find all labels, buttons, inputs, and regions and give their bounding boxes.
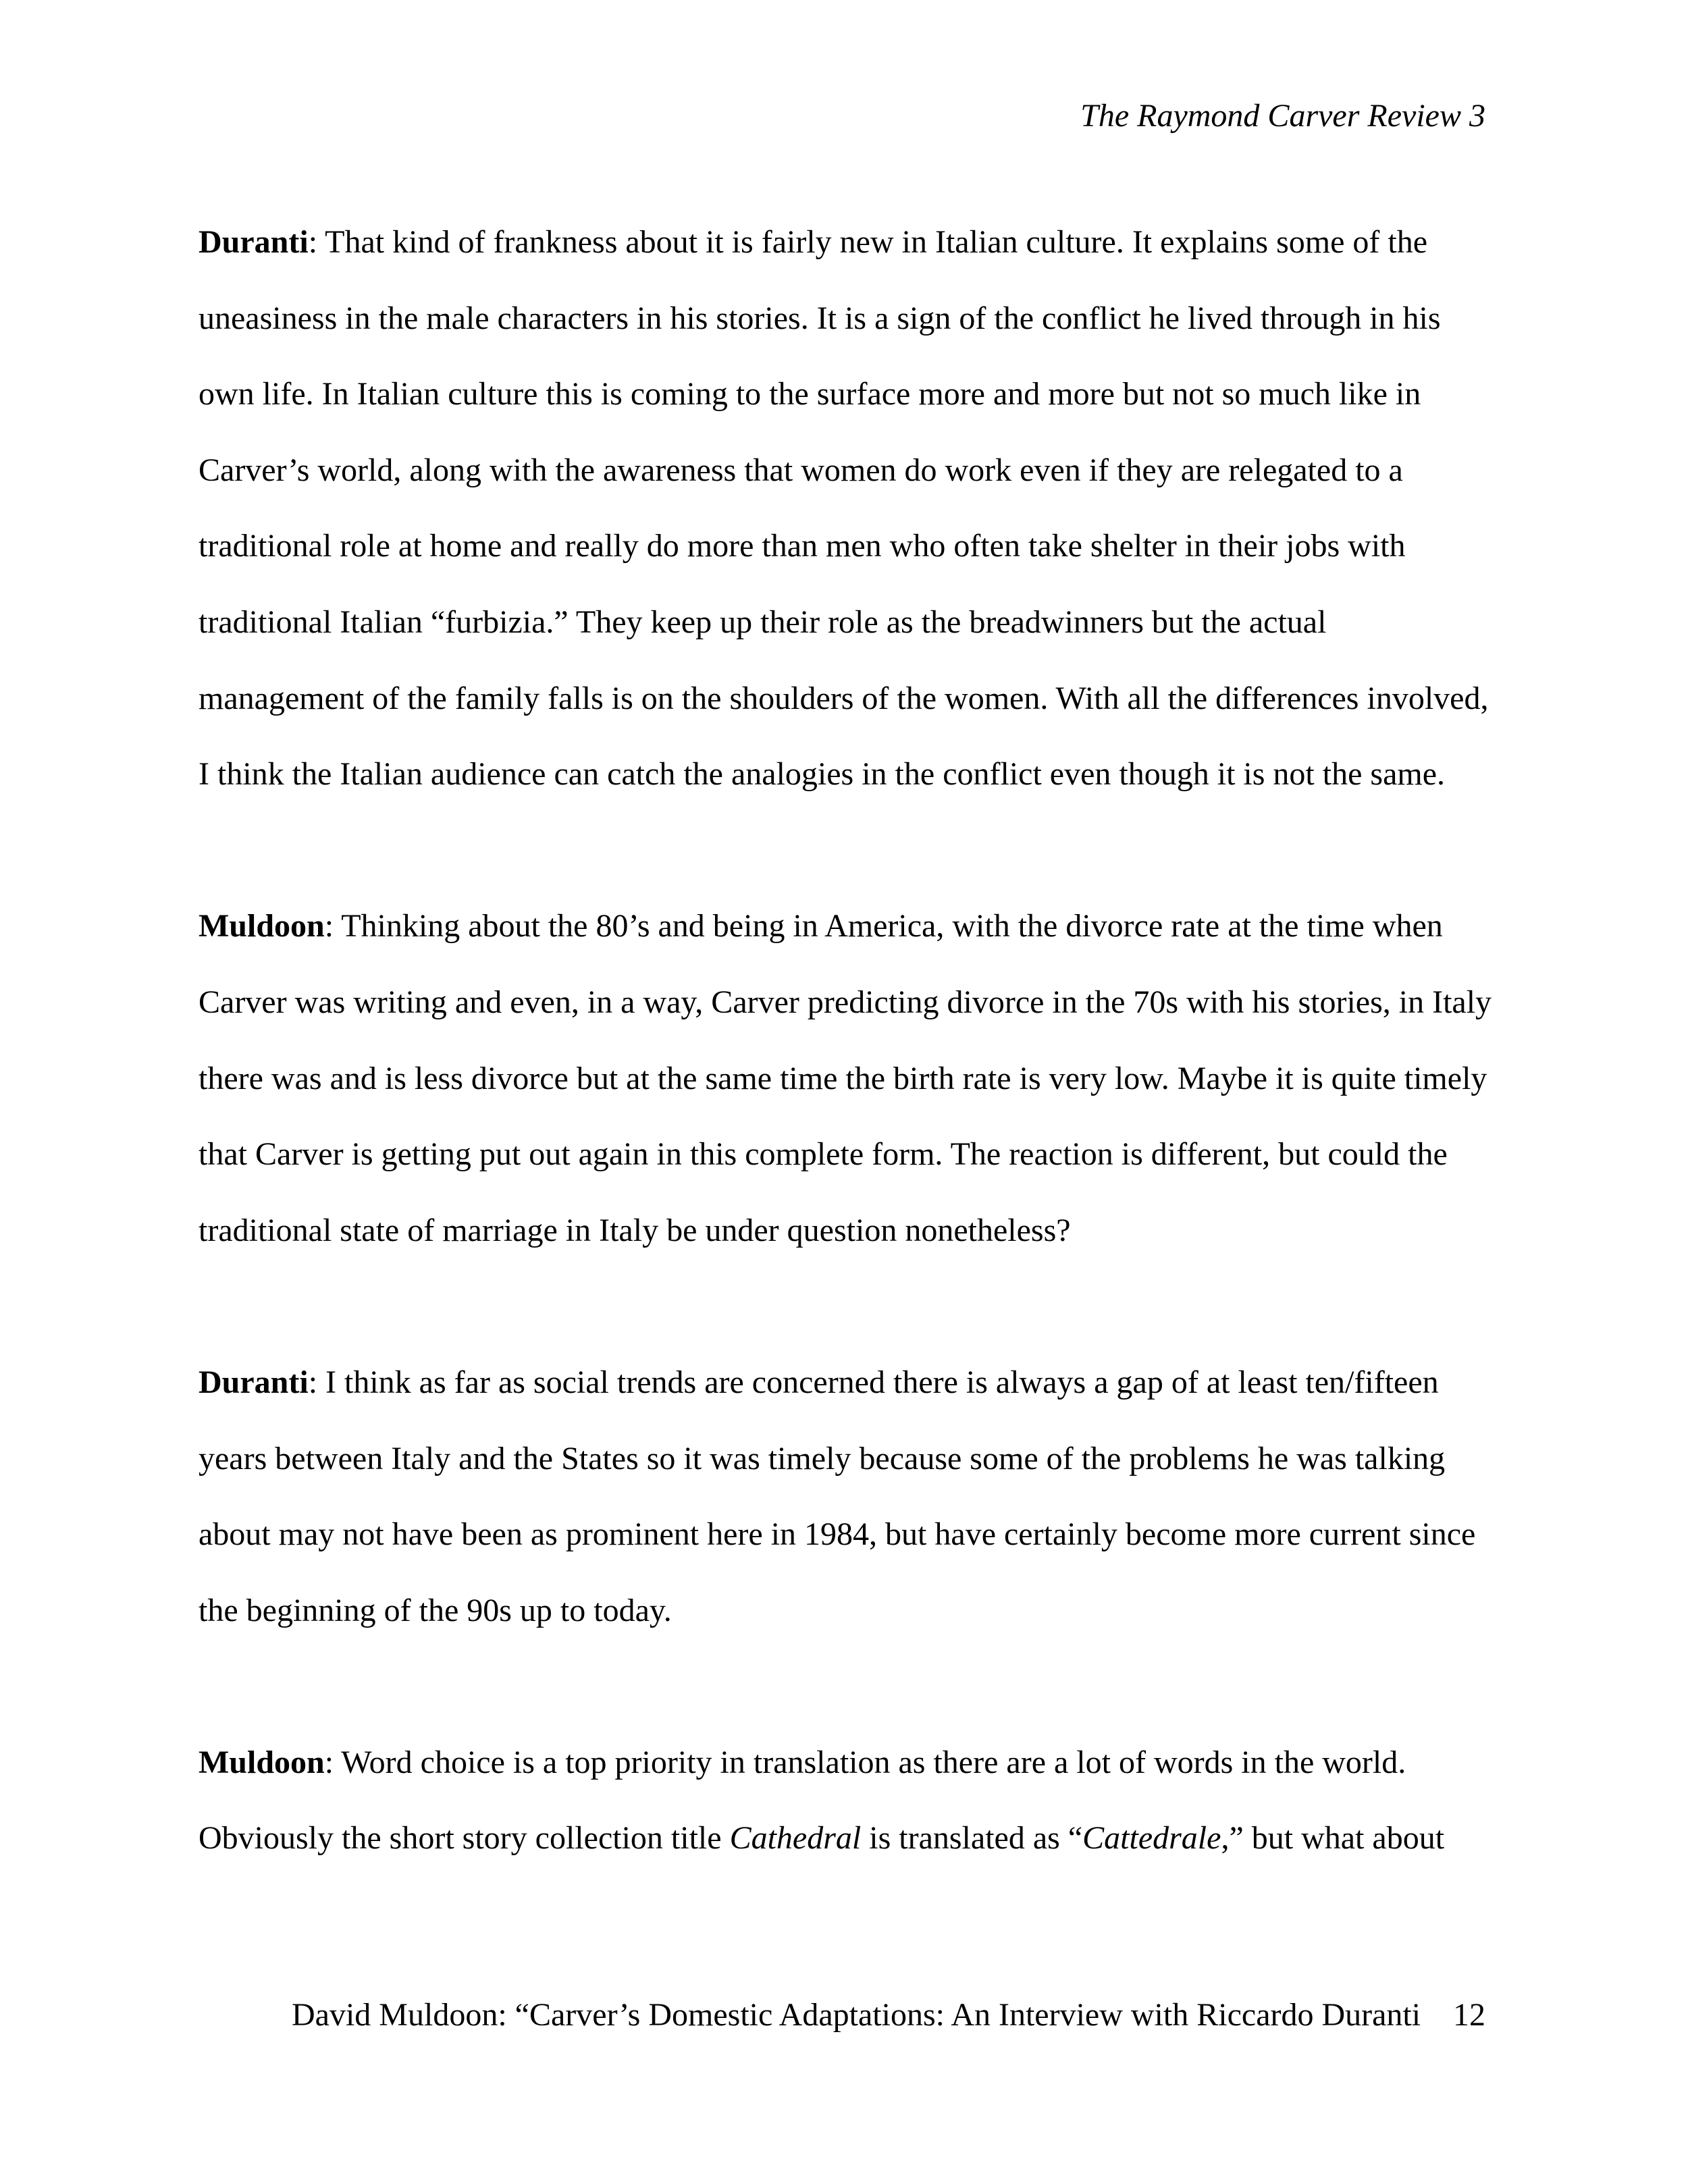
paragraph-text: : I think as far as social trends are concerned there is always a gap of at least ten/fifteen years between Italy and the States so it was timely because some of the problems he was talking about may not have been as prominent here in 1984, but have certainly become more current since the beginning of the 90s up to today. bbox=[199, 1364, 1476, 1628]
book-title-italian: Cattedrale bbox=[1082, 1820, 1221, 1857]
speaker-name: Muldoon bbox=[199, 1744, 325, 1780]
paragraph-text: : Word choice is a top priority in translation as there are a lot of words in the world. Obviously the short story collection title bbox=[199, 1744, 1406, 1857]
interview-body bbox=[199, 205, 1495, 1953]
footer-citation: David Muldoon: “Carver’s Domestic Adaptations: An Interview with Riccardo Duranti bbox=[292, 1997, 1421, 2033]
book-title-english: Cathedral bbox=[729, 1820, 862, 1857]
paragraph-duranti-2 bbox=[199, 1345, 1495, 1649]
paragraph-text: : That kind of frankness about it is fairly new in Italian culture. It explains some of the uneasiness in the male characters in his stories. It is a sign of the conflict he lived through in his own life. In Italian culture this is coming to the surface more and more but not so much like in Carver’s world, along with the awareness that women do work even if they are relegated to a traditional role at home and really do more than men who often take shelter in their jobs with traditional Italian “furbizia.” They keep up their role as the breadwinners but the actual management of the family falls is on the shoulders of the women. With all the differences involved, I think the Italian audience can catch the analogies in the conflict even though it is not the same. bbox=[199, 224, 1489, 793]
speaker-name: Muldoon bbox=[199, 908, 325, 944]
paragraph-muldoon-1 bbox=[199, 888, 1495, 1269]
paragraph-muldoon-2 bbox=[199, 1725, 1495, 1877]
running-header: The Raymond Carver Review 3 bbox=[1080, 98, 1485, 134]
speaker-name: Duranti bbox=[199, 224, 309, 260]
paragraph-text: is translated as “ bbox=[861, 1820, 1083, 1857]
paragraph-text: : Thinking about the 80’s and being in America, with the divorce rate at the time when Carver was writing and even, in a way, Carver predicting divorce in the 70s with his stories, in Italy there was and is less divorce but at the same time the birth rate is very low. Maybe it is quite timely that Carver is getting put out again in this complete form. The reaction is different, but could the traditional state of marriage in Italy be under question nonetheless? bbox=[199, 908, 1492, 1248]
speaker-name: Duranti bbox=[199, 1364, 309, 1400]
paragraph-duranti-1 bbox=[199, 205, 1495, 813]
paragraph-text: ,” but what about bbox=[1221, 1820, 1445, 1857]
page-number: 12 bbox=[1453, 1997, 1485, 2033]
